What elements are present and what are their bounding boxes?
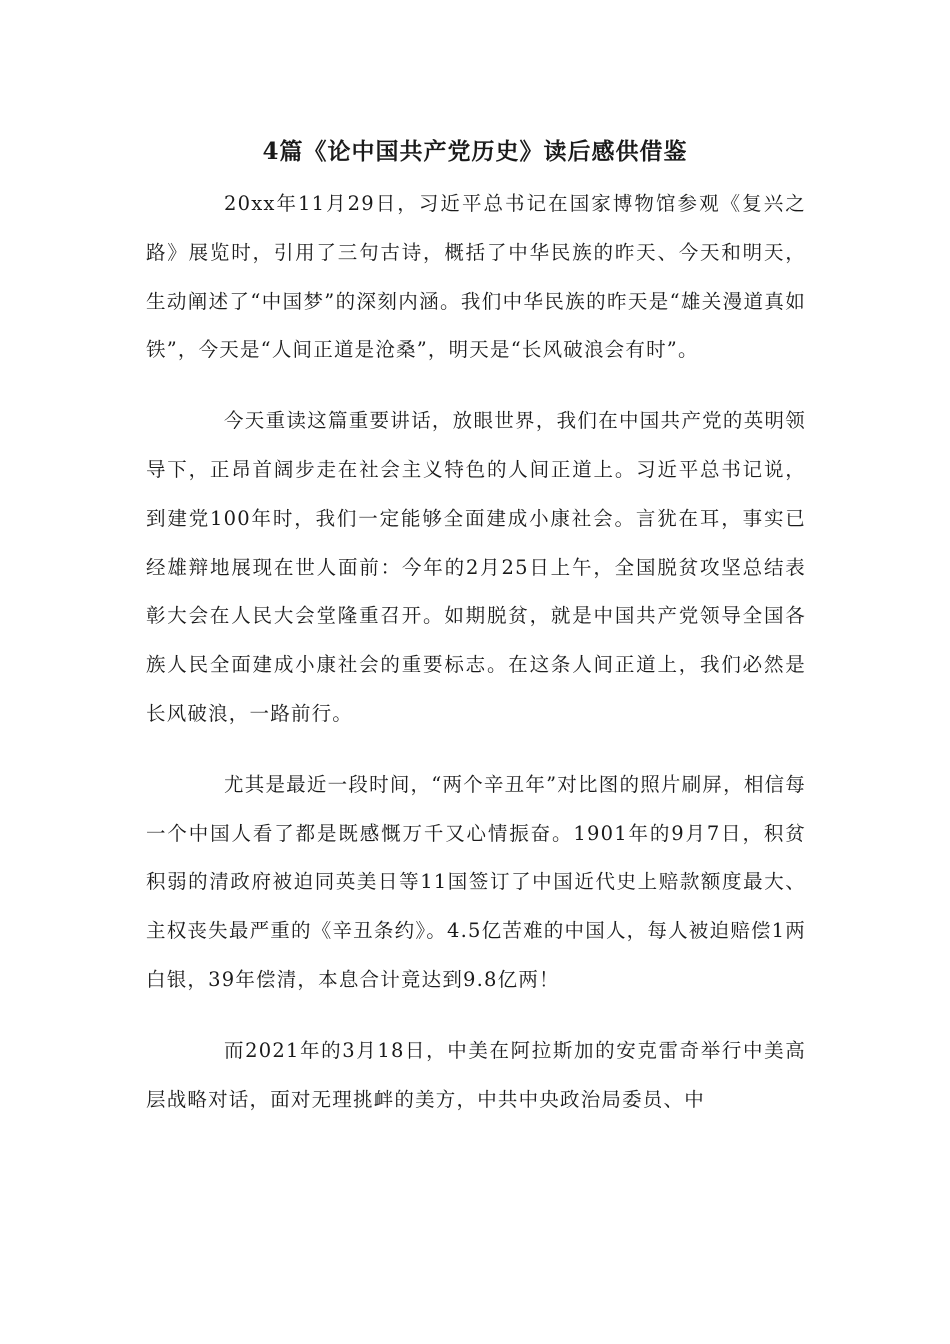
paragraph: 尤其是最近一段时间，“两个辛丑年”对比图的照片刷屏，相信每一个中国人看了都是既感慨万千又心情振奋。1901年的9月7日，积贫积弱的清政府被迫同英美日等11国签订了中国近代史上赔款额度最大、主权丧失最严重的《辛丑条约》。4.5亿苦难的中国人，每人被迫赔偿1两白银，39年偿清，本息合计竟达到9.8亿两！	[146, 772, 806, 991]
document-body	[146, 180, 806, 1146]
document-title: 4篇《论中国共产党历史》读后感供借鉴	[262, 138, 688, 165]
paragraph: 而2021年的3月18日，中美在阿拉斯加的安克雷奇举行中美高层战略对话，面对无理挑衅的美方，中共中央政治局委员、中	[146, 1038, 806, 1111]
paragraph: 20xx年11月29日，习近平总书记在国家博物馆参观《复兴之路》展览时，引用了三句古诗，概括了中华民族的昨天、今天和明天，生动阐述了“中国梦”的深刻内涵。我们中华民族的昨天是“雄关漫道真如铁”，今天是“人间正道是沧桑”，明天是“长风破浪会有时”。	[146, 192, 806, 362]
paragraph: 今天重读这篇重要讲话，放眼世界，我们在中国共产党的英明领导下，正昂首阔步走在社会主义特色的人间正道上。习近平总书记说，到建党100年时，我们一定能够全面建成小康社会。言犹在耳，事实已经雄辩地展现在世人面前：今年的2月25日上午，全国脱贫攻坚总结表彰大会在人民大会堂隆重召开。如期脱贫，就是中国共产党领导全国各族人民全面建成小康社会的重要标志。在这条人间正道上，我们必然是长风破浪，一路前行。	[146, 409, 806, 725]
